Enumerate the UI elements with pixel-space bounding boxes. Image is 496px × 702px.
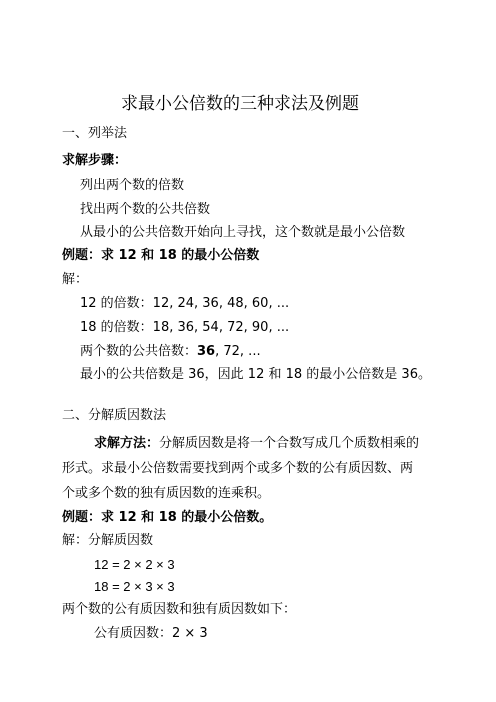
- common-multiples-prefix: 两个数的公共倍数：: [80, 344, 198, 359]
- factorization-18: 18 = 2 × 3 × 3: [94, 579, 175, 594]
- method-paragraph-line: 形式。求最小公倍数需要找到两个或多个数的公有质因数、两: [62, 461, 414, 476]
- section2-heading: 二、分解质因数法: [62, 408, 167, 423]
- solution-label: 解：分解质因数: [62, 533, 154, 548]
- example-label: 例题：求 12 和 18 的最小公倍数: [62, 248, 260, 263]
- section1-heading: 一、列举法: [62, 126, 128, 141]
- solution-label: 解：: [62, 272, 89, 287]
- page-title: 求最小公倍数的三种求法及例题: [121, 94, 359, 114]
- method-text: 分解质因数是将一个合数写成几个质数相乘的: [159, 436, 420, 451]
- common-multiples-rest: , 72, ...: [215, 344, 261, 359]
- step-item: 列出两个数的倍数: [80, 178, 185, 193]
- multiples-of-12: 12 的倍数：12, 24, 36, 48, 60, ...: [80, 296, 290, 311]
- factors-intro: 两个数的公有质因数和独有质因数如下：: [62, 602, 297, 617]
- step-item: 找出两个数的公共倍数: [80, 202, 211, 217]
- example-label: 例题：求 12 和 18 的最小公倍数。: [62, 510, 273, 525]
- method-paragraph-line: 个或多个数的独有质因数的连乘积。: [62, 486, 271, 501]
- conclusion-text: 最小的公共倍数是 36，因此 12 和 18 的最小公倍数是 36。: [80, 367, 431, 382]
- method-label: 求解方法：: [94, 436, 160, 451]
- common-factors: 公有质因数：2 × 3: [94, 626, 208, 641]
- steps-label: 求解步骤：: [62, 153, 128, 168]
- multiples-of-18: 18 的倍数：18, 36, 54, 72, 90, ...: [80, 320, 290, 335]
- step-item: 从最小的公共倍数开始向上寻找，这个数就是最小公倍数: [80, 225, 406, 240]
- common-multiples: [80, 344, 261, 360]
- factorization-12: 12 = 2 × 2 × 3: [94, 557, 175, 572]
- common-multiples-bold: 36: [197, 344, 216, 359]
- method-paragraph-line: [94, 436, 419, 452]
